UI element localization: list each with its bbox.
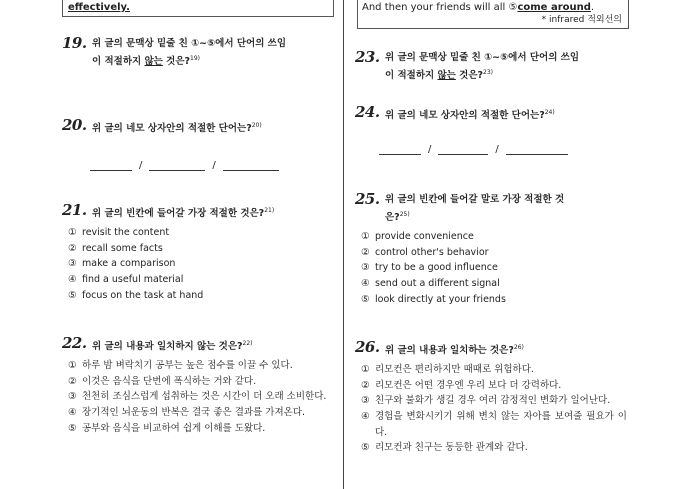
answer-blanks-24: / / [379,144,568,155]
option-item[interactable]: ① 리모컨은 편리하지만 때때로 위험하다. [361,364,534,376]
option-item[interactable]: ⑤ look directly at your friends [361,293,506,305]
column-divider [343,0,344,489]
question-number: 19. [62,34,87,52]
passage-tail-text: effectively. [68,2,130,13]
passage-tail-line: And then your friends will all ⑤come around. [362,2,595,13]
option-item[interactable]: ① 하루 밤 벼락치기 공부는 높은 점수를 이끌 수 있다. [68,360,293,372]
option-item[interactable]: ① provide convenience [361,231,474,243]
question-22 [62,336,334,436]
option-item[interactable]: ③ try to be a good influence [361,262,498,274]
question-number: 20. [62,116,87,134]
question-24 [355,105,627,123]
question-number: 25. [355,190,380,208]
question-number: 22. [62,334,87,352]
option-item[interactable]: ④ 경험을 변화시키기 위해 변치 않는 자아를 보여줄 필요가 이다. [361,410,627,438]
option-item[interactable]: ④ 장기적인 뇌운동의 반복은 결국 좋은 결과를 가져온다. [68,406,306,418]
question-number: 26. [355,338,380,356]
option-item[interactable]: ① revisit the content [68,227,170,239]
answer-blank[interactable] [149,160,205,171]
question-text: 위 글의 네모 상자안의 적절한 단어는?$^{20)}$ [92,122,262,135]
question-number: 21. [62,201,87,219]
answer-blanks-20: / / [90,160,279,171]
options-list [68,225,334,303]
option-item[interactable]: ③ 천천히 조심스럽게 섭취하는 것은 시간이 더 오래 소비한다. [68,391,327,403]
answer-blank[interactable] [90,160,132,171]
question-text: 위 글의 빈칸에 들어갈 가장 적절한 것은?$^{21)}$ [92,207,275,220]
answer-blank[interactable] [506,144,568,155]
option-item[interactable]: ⑤ 리모컨과 친구는 동등한 관계와 같다. [361,442,528,454]
question-text: 위 글의 내용과 일치하는 것은?$^{26)}$ [385,344,524,357]
question-number: 23. [355,48,380,66]
options-list [68,358,334,436]
answer-blank[interactable] [223,160,279,171]
question-text: 위 글의 내용과 일치하지 않는 것은?$^{22)}$ [92,340,253,353]
option-item[interactable]: ② control other's behavior [361,246,489,258]
question-25 [355,192,627,307]
question-text: 위 글의 네모 상자안의 적절한 단어는?$^{24)}$ [385,109,555,122]
option-item[interactable]: ⑤ focus on the task at hand [68,289,204,301]
answer-blank[interactable] [438,144,488,155]
question-text: 위 글의 문맥상 밑줄 친 ①~⑤에서 단어의 쓰임 이 적절하지 않는 것은?$^{19)}$ [92,38,287,68]
question-text: 위 글의 빈칸에 들어갈 말로 가장 적절한 것 은?$^{25)}$ [385,194,565,224]
options-list [361,229,627,307]
question-text: 위 글의 문맥상 밑줄 친 ①~⑤에서 단어의 쓰임 이 적절하지 않는 것은?$^{23)}$ [385,52,580,82]
option-item[interactable]: ④ find a useful material [68,273,184,285]
question-20 [62,118,334,136]
option-item[interactable]: ③ 친구와 불화가 생길 경우 여러 감정적인 변화가 일어난다. [361,395,611,407]
option-item[interactable]: ② recall some facts [68,242,163,254]
option-item[interactable]: ⑤ 공부와 음식을 비교하여 쉽게 이해를 도왔다. [68,422,266,434]
passage-tail-box-right [357,0,629,29]
option-item[interactable]: ④ send out a different signal [361,277,500,289]
question-26 [355,340,627,456]
options-list [361,362,627,456]
question-number: 24. [355,103,380,121]
passage-tail-box-left [62,0,334,17]
answer-blank[interactable] [379,144,421,155]
option-item[interactable]: ③ make a comparison [68,258,176,270]
option-item[interactable]: ② 리모컨은 어떤 경우엔 우리 보다 더 강력하다. [361,379,562,391]
option-item[interactable]: ② 이것은 음식을 단번에 폭식하는 거와 같다. [68,375,257,387]
question-23 [355,50,627,83]
vocab-note: * infrared 적외선의 [541,15,622,25]
question-21 [62,203,334,303]
question-19 [62,36,334,69]
